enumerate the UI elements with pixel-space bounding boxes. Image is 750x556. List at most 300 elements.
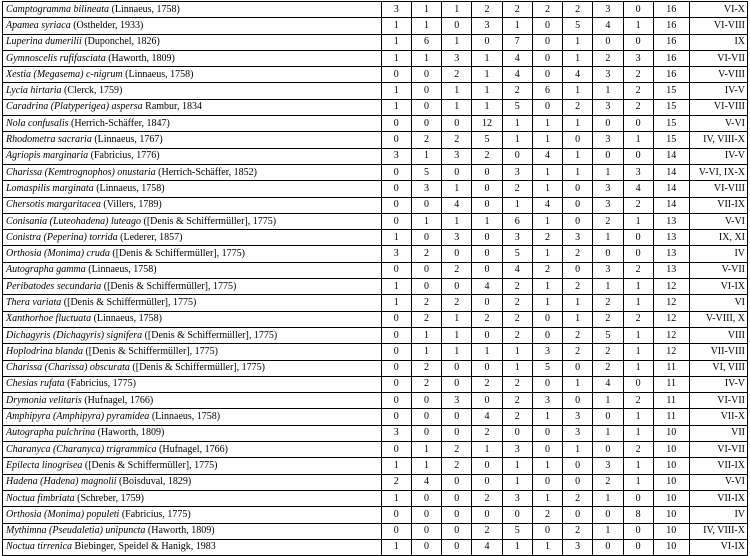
total-cell: 10	[653, 523, 689, 539]
species-author: (Haworth, 1809)	[147, 525, 215, 537]
species-cell	[3, 490, 382, 506]
count-cell: 0	[593, 409, 623, 425]
count-cell: 2	[623, 197, 653, 213]
count-cell: 1	[411, 458, 441, 474]
count-cell: 1	[411, 50, 441, 66]
count-cell: 1	[623, 327, 653, 343]
count-cell: 2	[623, 99, 653, 115]
count-cell: 0	[472, 393, 502, 409]
species-cell	[3, 246, 382, 262]
count-cell: 0	[532, 474, 562, 490]
table-row	[3, 344, 748, 360]
count-cell: 1	[442, 99, 472, 115]
count-cell: 1	[563, 34, 593, 50]
flight-months-cell: VI-IX	[689, 539, 747, 555]
species-name: Orthosia (Monima) populeti	[6, 508, 120, 520]
count-cell: 0	[623, 246, 653, 262]
count-cell: 0	[381, 393, 411, 409]
count-cell: 4	[502, 262, 532, 278]
count-cell: 0	[472, 230, 502, 246]
species-author: (Osthelder, 1933)	[73, 19, 144, 31]
count-cell: 3	[502, 164, 532, 180]
count-cell: 0	[532, 18, 562, 34]
count-cell: 0	[472, 34, 502, 50]
count-cell: 2	[442, 458, 472, 474]
count-cell: 4	[593, 18, 623, 34]
species-cell	[3, 50, 382, 66]
count-cell: 1	[381, 83, 411, 99]
count-cell: 0	[532, 327, 562, 343]
count-cell: 2	[472, 2, 502, 18]
species-author: (Schreber, 1759)	[77, 492, 144, 504]
species-cell	[3, 132, 382, 148]
count-cell: 0	[563, 132, 593, 148]
count-cell: 1	[593, 425, 623, 441]
count-cell: 3	[381, 246, 411, 262]
count-cell: 1	[442, 311, 472, 327]
count-cell: 5	[532, 360, 562, 376]
flight-months-cell: VI-X	[689, 2, 747, 18]
species-author: (Fabricius, 1776)	[90, 150, 160, 162]
table-row	[3, 246, 748, 262]
count-cell: 3	[593, 67, 623, 83]
count-cell: 2	[442, 442, 472, 458]
species-table-container	[2, 1, 748, 556]
flight-months-cell: V-VI	[689, 213, 747, 229]
species-cell	[3, 83, 382, 99]
species-name: Drymonia velitaris	[6, 394, 82, 406]
count-cell: 3	[532, 344, 562, 360]
species-cell	[3, 327, 382, 343]
table-row	[3, 132, 748, 148]
species-author: ([Denis & Schiffermüller], 1775)	[85, 345, 219, 357]
table-row	[3, 376, 748, 392]
count-cell: 1	[532, 490, 562, 506]
species-name: Lomaspilis marginata	[6, 182, 94, 194]
flight-months-cell: V-VI	[689, 116, 747, 132]
table-row	[3, 2, 748, 18]
count-cell: 1	[593, 164, 623, 180]
table-row	[3, 262, 748, 278]
count-cell: 0	[411, 99, 441, 115]
species-name: Conisania (Luteohadena) luteago	[6, 215, 141, 227]
count-cell: 1	[381, 34, 411, 50]
count-cell: 0	[442, 360, 472, 376]
count-cell: 1	[532, 181, 562, 197]
species-name: Nola confusalis	[6, 117, 69, 129]
count-cell: 4	[532, 197, 562, 213]
count-cell: 1	[532, 458, 562, 474]
flight-months-cell: VII-IX	[689, 197, 747, 213]
species-cell	[3, 311, 382, 327]
count-cell: 1	[563, 116, 593, 132]
count-cell: 0	[593, 34, 623, 50]
count-cell: 0	[593, 246, 623, 262]
table-row	[3, 164, 748, 180]
count-cell: 2	[593, 474, 623, 490]
flight-months-cell: V-VIII, X	[689, 311, 747, 327]
count-cell: 0	[532, 67, 562, 83]
count-cell: 0	[442, 523, 472, 539]
count-cell: 3	[593, 2, 623, 18]
species-author: (Linnaeus, 1758)	[125, 68, 194, 80]
table-row	[3, 148, 748, 164]
table-row	[3, 197, 748, 213]
count-cell: 0	[381, 132, 411, 148]
count-cell: 2	[502, 2, 532, 18]
total-cell: 14	[653, 148, 689, 164]
count-cell: 3	[381, 2, 411, 18]
species-author: (Haworth, 1809)	[97, 427, 165, 439]
species-author: (Herrich-Schäffer, 1847)	[71, 117, 170, 129]
count-cell: 1	[381, 279, 411, 295]
count-cell: 6	[502, 213, 532, 229]
count-cell: 0	[472, 295, 502, 311]
species-name: Orthosia (Monima) cruda	[6, 248, 110, 260]
flight-months-cell: V-VI	[689, 474, 747, 490]
count-cell: 0	[472, 360, 502, 376]
count-cell: 2	[593, 295, 623, 311]
species-name: Hoplodrina blanda	[6, 345, 83, 357]
count-cell: 2	[502, 279, 532, 295]
count-cell: 2	[593, 344, 623, 360]
count-cell: 0	[563, 393, 593, 409]
flight-months-cell: VII-IX	[689, 490, 747, 506]
total-cell: 15	[653, 99, 689, 115]
count-cell: 3	[593, 132, 623, 148]
count-cell: 3	[381, 148, 411, 164]
total-cell: 16	[653, 67, 689, 83]
count-cell: 2	[502, 83, 532, 99]
total-cell: 16	[653, 2, 689, 18]
count-cell: 2	[502, 327, 532, 343]
count-cell: 0	[623, 148, 653, 164]
count-cell: 3	[563, 230, 593, 246]
count-cell: 0	[442, 507, 472, 523]
species-name: Thera variata	[6, 296, 62, 308]
species-author: (Haworth, 1809)	[108, 52, 175, 64]
count-cell: 1	[532, 132, 562, 148]
species-name: Peribatodes secundaria	[6, 280, 102, 292]
total-cell: 10	[653, 490, 689, 506]
count-cell: 1	[442, 327, 472, 343]
table-row	[3, 230, 748, 246]
species-name: Caradrina (Platyperigea) aspersa	[6, 101, 143, 113]
count-cell: 1	[623, 409, 653, 425]
count-cell: 4	[411, 474, 441, 490]
table-row	[3, 539, 748, 555]
species-author: (Linnaeus, 1767)	[94, 134, 163, 146]
count-cell: 0	[532, 34, 562, 50]
species-name: Camptogramma bilineata	[6, 3, 110, 15]
total-cell: 14	[653, 197, 689, 213]
count-cell: 1	[381, 50, 411, 66]
table-row	[3, 507, 748, 523]
flight-months-cell: VII	[689, 425, 747, 441]
species-cell	[3, 409, 382, 425]
species-cell	[3, 360, 382, 376]
species-author: (Hufnagel, 1766)	[159, 443, 228, 455]
table-row	[3, 213, 748, 229]
flight-months-cell: V-VI, IX-X	[689, 164, 747, 180]
count-cell: 1	[593, 279, 623, 295]
count-cell: 0	[563, 213, 593, 229]
total-cell: 10	[653, 425, 689, 441]
count-cell: 1	[532, 116, 562, 132]
count-cell: 0	[442, 490, 472, 506]
count-cell: 1	[532, 539, 562, 555]
flight-months-cell: IV-V	[689, 148, 747, 164]
count-cell: 0	[593, 507, 623, 523]
total-cell: 11	[653, 376, 689, 392]
count-cell: 0	[593, 116, 623, 132]
count-cell: 3	[593, 99, 623, 115]
count-cell: 0	[442, 409, 472, 425]
count-cell: 0	[411, 67, 441, 83]
flight-months-cell: IV-V	[689, 376, 747, 392]
count-cell: 1	[442, 83, 472, 99]
total-cell: 14	[653, 164, 689, 180]
count-cell: 0	[593, 148, 623, 164]
species-cell	[3, 230, 382, 246]
total-cell: 14	[653, 181, 689, 197]
flight-months-cell: VII-X	[689, 409, 747, 425]
count-cell: 1	[593, 393, 623, 409]
species-cell	[3, 116, 382, 132]
count-cell: 5	[502, 246, 532, 262]
total-cell: 10	[653, 442, 689, 458]
species-cell	[3, 523, 382, 539]
count-cell: 12	[472, 116, 502, 132]
species-cell	[3, 539, 382, 555]
count-cell: 2	[472, 311, 502, 327]
count-cell: 0	[472, 181, 502, 197]
species-name: Apamea syriaca	[6, 19, 71, 31]
flight-months-cell: VI-VIII	[689, 181, 747, 197]
total-cell: 15	[653, 116, 689, 132]
species-name: Chesias rufata	[6, 378, 65, 390]
count-cell: 2	[472, 148, 502, 164]
flight-months-cell: IV, VIII-X	[689, 132, 747, 148]
species-cell	[3, 425, 382, 441]
count-cell: 5	[411, 164, 441, 180]
total-cell: 12	[653, 279, 689, 295]
count-cell: 3	[623, 50, 653, 66]
count-cell: 3	[411, 181, 441, 197]
count-cell: 0	[563, 474, 593, 490]
table-row	[3, 458, 748, 474]
flight-months-cell: IV, VIII-X	[689, 523, 747, 539]
species-name: Noctua tirrenica	[6, 541, 73, 553]
total-cell: 10	[653, 539, 689, 555]
count-cell: 3	[442, 393, 472, 409]
count-cell: 3	[502, 230, 532, 246]
count-cell: 1	[623, 279, 653, 295]
species-cell	[3, 279, 382, 295]
species-name: Rhodometra sacraria	[6, 134, 92, 146]
count-cell: 0	[442, 18, 472, 34]
count-cell: 4	[502, 67, 532, 83]
count-cell: 0	[442, 116, 472, 132]
species-name: Charissa (Charissa) obscurata	[6, 362, 130, 374]
flight-months-cell: VIII	[689, 327, 747, 343]
count-cell: 1	[593, 523, 623, 539]
count-cell: 2	[442, 262, 472, 278]
count-cell: 0	[381, 181, 411, 197]
table-row	[3, 295, 748, 311]
total-cell: 13	[653, 262, 689, 278]
count-cell: 0	[442, 164, 472, 180]
flight-months-cell: VI-VII	[689, 442, 747, 458]
species-author: Biebinger, Speidel & Hanigk, 1983	[74, 541, 216, 553]
count-cell: 1	[381, 18, 411, 34]
count-cell: 3	[442, 50, 472, 66]
species-name: Charissa (Kemtrognophos) onustaria	[6, 166, 156, 178]
count-cell: 8	[623, 507, 653, 523]
count-cell: 2	[563, 344, 593, 360]
flight-months-cell: VI-VII	[689, 50, 747, 66]
count-cell: 1	[381, 295, 411, 311]
table-row	[3, 360, 748, 376]
count-cell: 3	[563, 409, 593, 425]
species-name: Luperina dumerilii	[6, 36, 82, 48]
count-cell: 5	[593, 327, 623, 343]
count-cell: 1	[411, 148, 441, 164]
count-cell: 2	[532, 230, 562, 246]
count-cell: 1	[532, 213, 562, 229]
count-cell: 1	[593, 83, 623, 99]
count-cell: 3	[593, 181, 623, 197]
count-cell: 2	[563, 279, 593, 295]
count-cell: 1	[563, 164, 593, 180]
total-cell: 15	[653, 132, 689, 148]
species-author: (Linnaeus, 1758)	[111, 3, 180, 15]
species-author: ([Denis & Schiffermüller], 1775)	[63, 296, 197, 308]
total-cell: 11	[653, 360, 689, 376]
count-cell: 1	[532, 409, 562, 425]
table-row	[3, 181, 748, 197]
total-cell: 12	[653, 344, 689, 360]
table-row	[3, 279, 748, 295]
species-name: Autographa pulchrina	[6, 427, 96, 439]
count-cell: 1	[442, 344, 472, 360]
count-cell: 1	[532, 279, 562, 295]
count-cell: 3	[442, 230, 472, 246]
count-cell: 1	[502, 197, 532, 213]
species-author: (Fabricius, 1775)	[67, 378, 137, 390]
count-cell: 2	[623, 393, 653, 409]
count-cell: 4	[472, 409, 502, 425]
count-cell: 5	[472, 132, 502, 148]
count-cell: 1	[472, 442, 502, 458]
total-cell: 12	[653, 311, 689, 327]
count-cell: 0	[381, 197, 411, 213]
flight-months-cell: V-VII	[689, 262, 747, 278]
species-cell	[3, 376, 382, 392]
table-row	[3, 34, 748, 50]
count-cell: 1	[442, 2, 472, 18]
count-cell: 4	[502, 50, 532, 66]
count-cell: 1	[532, 246, 562, 262]
count-cell: 4	[472, 279, 502, 295]
count-cell: 4	[563, 67, 593, 83]
count-cell: 2	[593, 213, 623, 229]
count-cell: 0	[381, 164, 411, 180]
species-name: Hadena (Hadena) magnolii	[6, 476, 117, 488]
count-cell: 7	[502, 34, 532, 50]
species-author: (Herrich-Schäffer, 1852)	[158, 166, 257, 178]
count-cell: 0	[442, 376, 472, 392]
count-cell: 0	[381, 507, 411, 523]
total-cell: 13	[653, 230, 689, 246]
count-cell: 2	[593, 360, 623, 376]
count-cell: 0	[472, 262, 502, 278]
count-cell: 0	[593, 442, 623, 458]
count-cell: 1	[502, 18, 532, 34]
count-cell: 1	[381, 490, 411, 506]
count-cell: 6	[532, 83, 562, 99]
species-author: ([Denis & Schiffermüller], 1775)	[143, 215, 277, 227]
flight-months-cell: IV	[689, 507, 747, 523]
species-cell	[3, 34, 382, 50]
count-cell: 1	[563, 148, 593, 164]
total-cell: 13	[653, 213, 689, 229]
count-cell: 3	[563, 425, 593, 441]
table-row	[3, 327, 748, 343]
count-cell: 1	[502, 116, 532, 132]
table-row	[3, 50, 748, 66]
species-author: (Linnaeus, 1758)	[151, 411, 221, 423]
count-cell: 1	[623, 360, 653, 376]
species-cell	[3, 213, 382, 229]
count-cell: 3	[442, 148, 472, 164]
count-cell: 4	[623, 181, 653, 197]
species-cell	[3, 18, 382, 34]
species-author: (Duponchel, 1826)	[84, 36, 160, 48]
count-cell: 0	[411, 523, 441, 539]
flight-months-cell: V-VIII	[689, 67, 747, 83]
count-cell: 0	[381, 67, 411, 83]
table-body	[3, 2, 748, 556]
species-cell	[3, 344, 382, 360]
flight-months-cell: VI, VIII	[689, 360, 747, 376]
count-cell: 1	[472, 99, 502, 115]
species-author: (Linnaeus, 1758)	[88, 264, 157, 276]
count-cell: 3	[593, 197, 623, 213]
species-author: Rambur, 1834	[145, 101, 202, 113]
species-author: ([Denis & Schiffermüller], 1775)	[103, 280, 237, 292]
count-cell: 1	[381, 539, 411, 555]
count-cell: 0	[623, 523, 653, 539]
count-cell: 2	[411, 360, 441, 376]
flight-months-cell: IX	[689, 34, 747, 50]
count-cell: 2	[623, 442, 653, 458]
table-row	[3, 83, 748, 99]
count-cell: 1	[563, 442, 593, 458]
count-cell: 0	[411, 262, 441, 278]
count-cell: 1	[623, 295, 653, 311]
count-cell: 1	[442, 213, 472, 229]
count-cell: 2	[532, 2, 562, 18]
count-cell: 1	[502, 132, 532, 148]
count-cell: 1	[411, 2, 441, 18]
count-cell: 0	[563, 262, 593, 278]
count-cell: 2	[502, 376, 532, 392]
count-cell: 1	[623, 344, 653, 360]
count-cell: 3	[502, 490, 532, 506]
species-author: ([Denis & Schiffermüller], 1775)	[144, 329, 278, 341]
count-cell: 1	[593, 230, 623, 246]
